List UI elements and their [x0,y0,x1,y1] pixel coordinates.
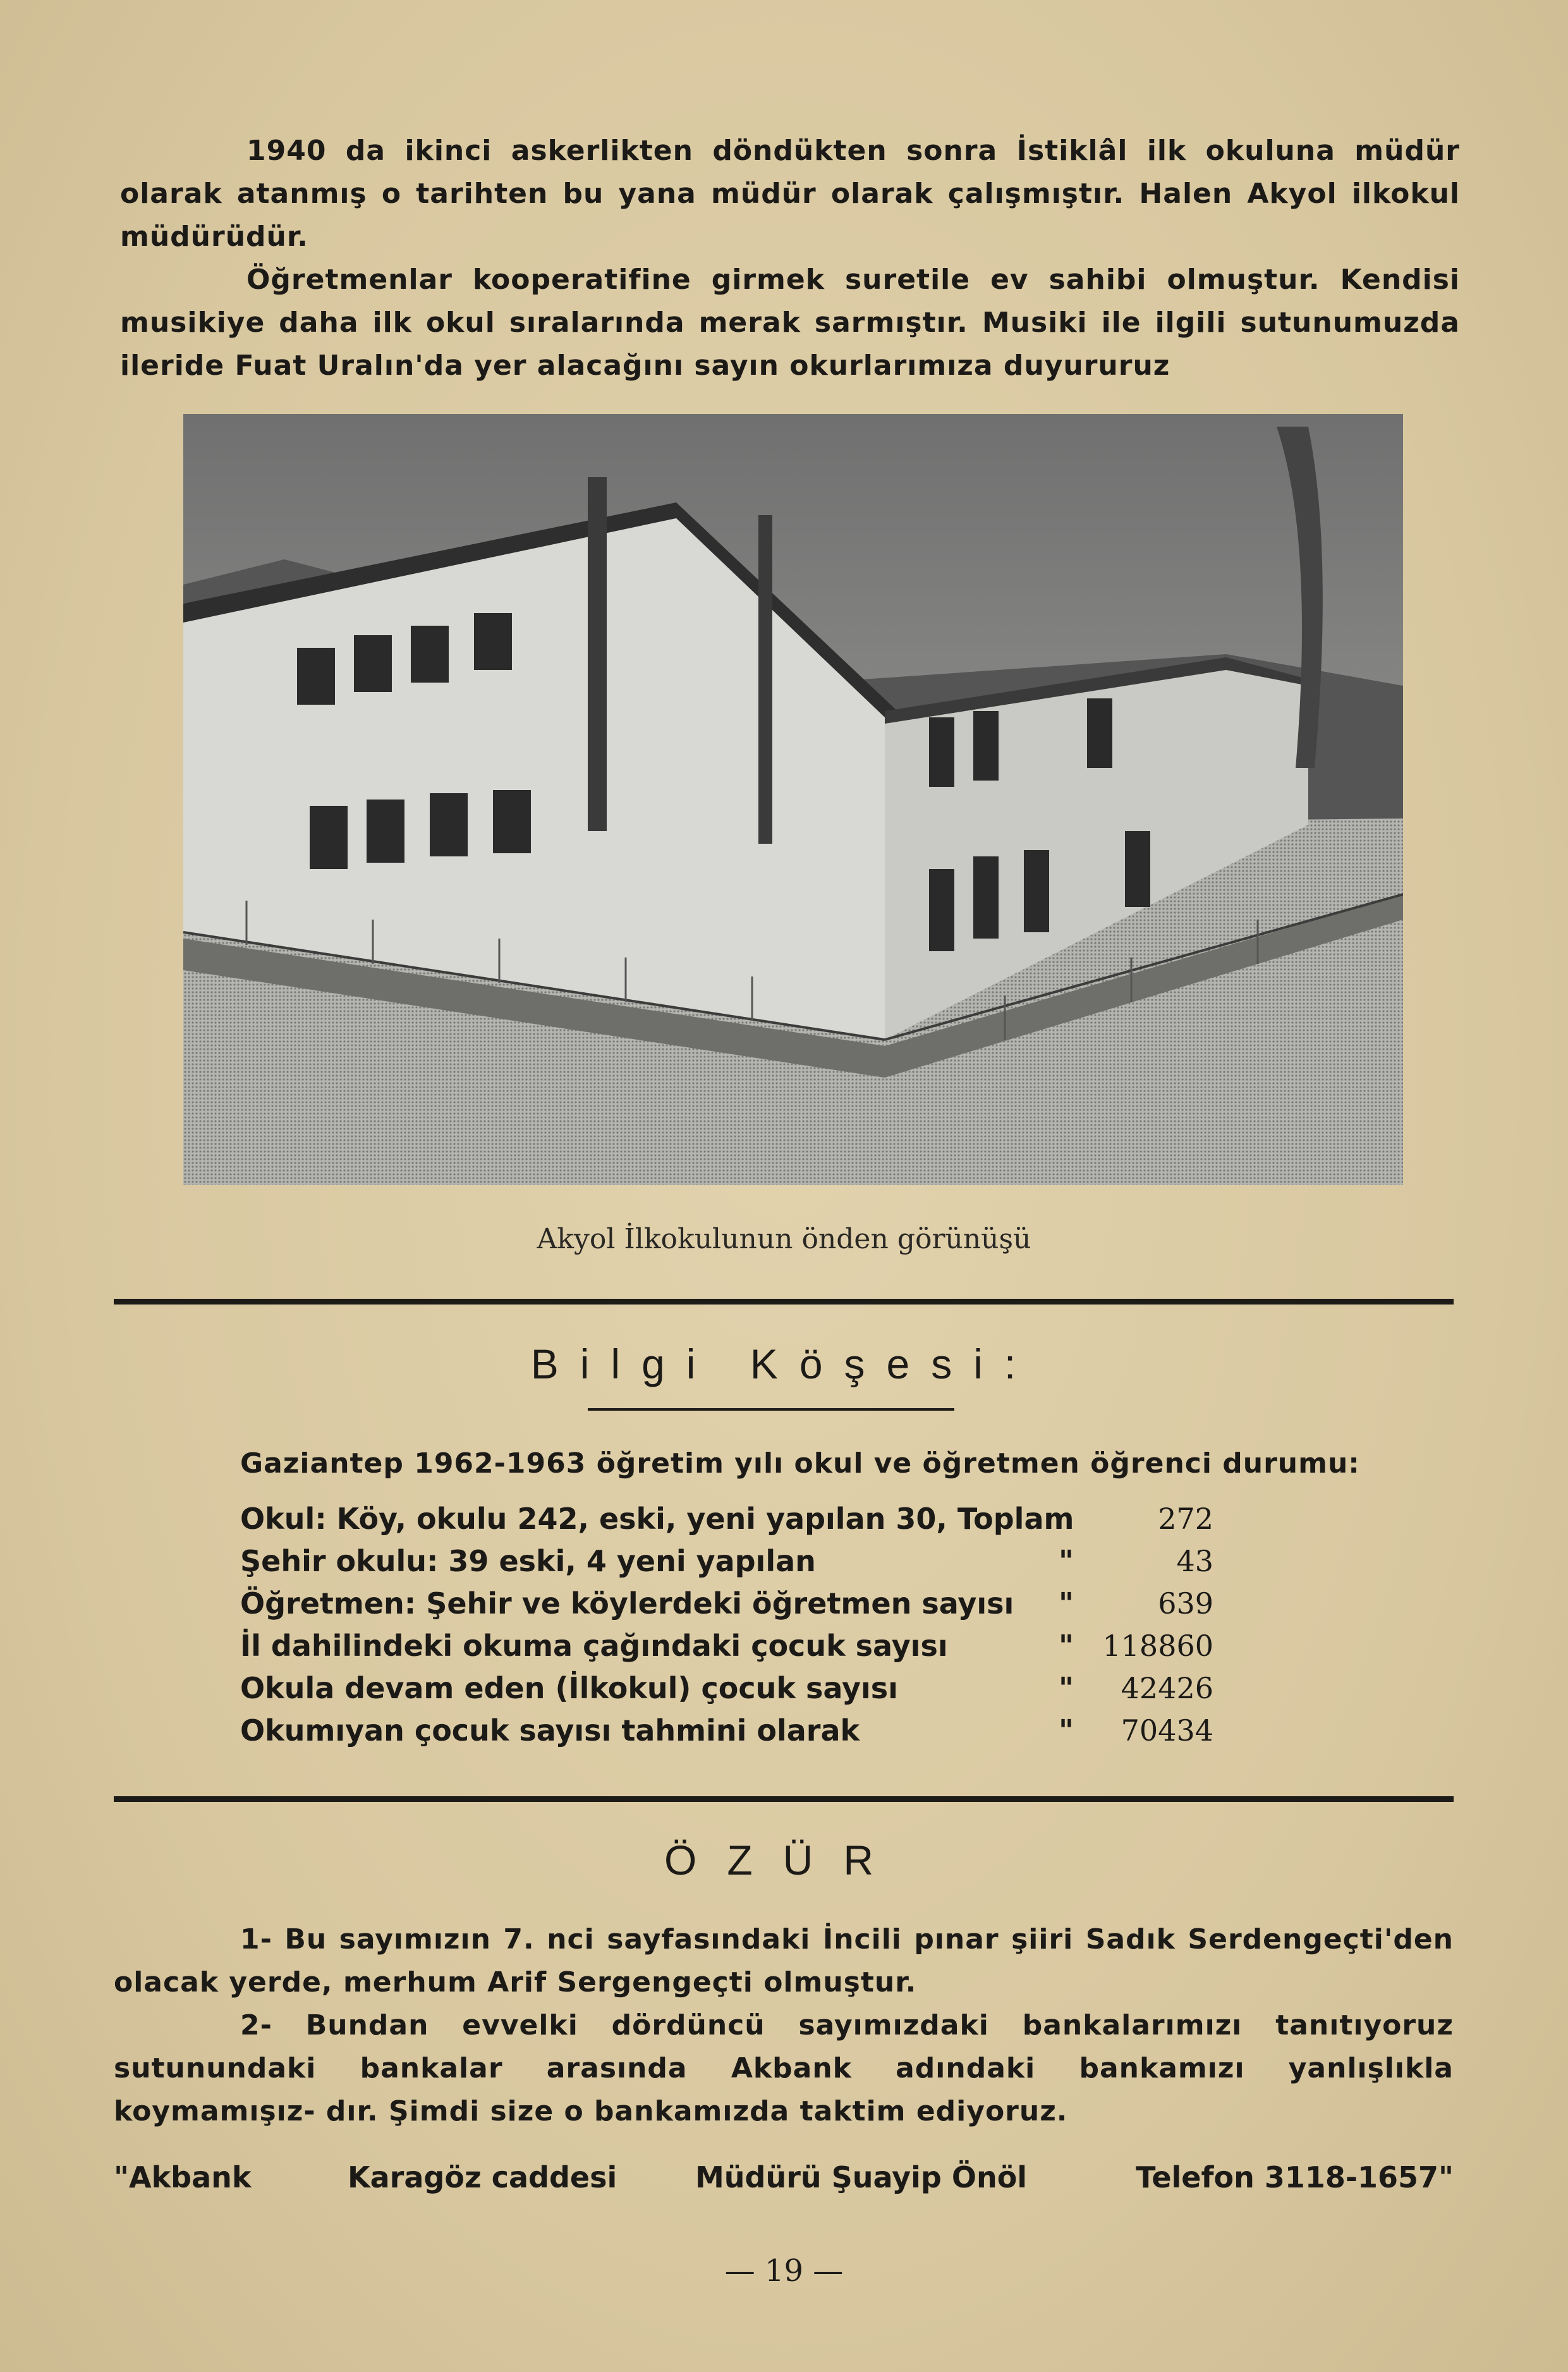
photo-caption: Akyol İlkokulunun önden görünüşü [537,1223,1031,1255]
stats-value: 272 [1158,1502,1213,1536]
stats-label: İl dahilindeki okuma çağındaki çocuk sayısı [240,1629,948,1663]
page-number: — 19 — [724,2253,844,2289]
stats-row [240,1583,1213,1625]
intro-paragraph-2: Öğretmenlar kooperatifine girmek suretile ev sahibi olmuştur. Kendisi musikiye daha ilk okul sıralarında merak sarmıştır. Musiki ile ilgili sutunumuzda ileride Fuat Uralın'da yer alacağını sayın okurlarımıza duyururuz [120,264,1460,382]
school-building-image [183,414,1403,1185]
intro-text [120,130,1460,387]
intro-paragraph-1: 1940 da ikinci askerlikten döndükten sonra İstiklâl ilk okuluna müdür olarak atanmış o tarihten bu yana müdür olarak çalışmıştır. Halen Akyol ilkokul müdürüdür. [120,135,1460,253]
school-photo [183,414,1403,1185]
stats-row [240,1540,1213,1583]
section-divider-top [114,1299,1454,1305]
section-divider-bottom [114,1796,1454,1802]
stats-list [240,1498,1213,1752]
stats-row [240,1625,1213,1667]
ozur-text [114,1918,1454,2133]
stats-value: 43 [1176,1544,1213,1578]
stats-row [240,1667,1213,1710]
title-underline [588,1408,954,1411]
stats-label: Öğretmen: Şehir ve köylerdeki öğretmen sayısı [240,1586,1014,1621]
stats-row [240,1710,1213,1752]
akbank-contact-line [114,2155,1454,2199]
stats-ditto: " [1059,1586,1074,1621]
stats-label: Okula devam eden (İlkokul) çocuk sayısı [240,1671,898,1705]
stats-value: 70434 [1121,1713,1213,1748]
ozur-title: ÖZÜR [664,1837,904,1883]
bilgi-kosesi-title: Bilgi Köşesi: [530,1341,1038,1387]
stats-label: Şehir okulu: 39 eski, 4 yeni yapılan [240,1544,816,1578]
contact-street: Karagöz caddesi [348,2160,617,2194]
contact-phone: Telefon 3118-1657" [1136,2160,1454,2194]
stats-value: 118860 [1102,1629,1213,1663]
ozur-paragraph-1: 1- Bu sayımızın 7. nci sayfasındaki İncili pınar şiiri Sadık Serdengeçti'den olacak yerde, merhum Arif Sergengeçti olmuştur. [114,1923,1454,1998]
stats-ditto: " [1059,1544,1074,1578]
contact-bank: "Akbank [114,2160,252,2194]
contact-manager: Müdürü Şuayip Önöl [695,2160,1028,2194]
stats-label: Okul: Köy, okulu 242, eski, yeni yapılan 30, Toplam [240,1502,1074,1536]
ozur-paragraph-2: 2- Bundan evvelki dördüncü sayımızdaki bankalarımızı tanıtıyoruz sutunundaki bankalar arasında Akbank adındaki bankamızı yanlışlıkla koymamışız- dır. Şimdi size o bankamızda taktim ediyoruz. [114,2009,1454,2127]
stats-value: 42426 [1121,1671,1213,1705]
stats-ditto: " [1059,1671,1074,1705]
stats-row [240,1498,1213,1540]
stats-ditto: " [1059,1713,1074,1748]
stats-heading: Gaziantep 1962-1963 öğretim yılı okul ve öğretmen öğrenci durumu: [240,1447,1360,1480]
stats-value: 639 [1158,1586,1213,1621]
stats-label: Okumıyan çocuk sayısı tahmini olarak [240,1713,860,1748]
stats-ditto: " [1059,1629,1074,1663]
